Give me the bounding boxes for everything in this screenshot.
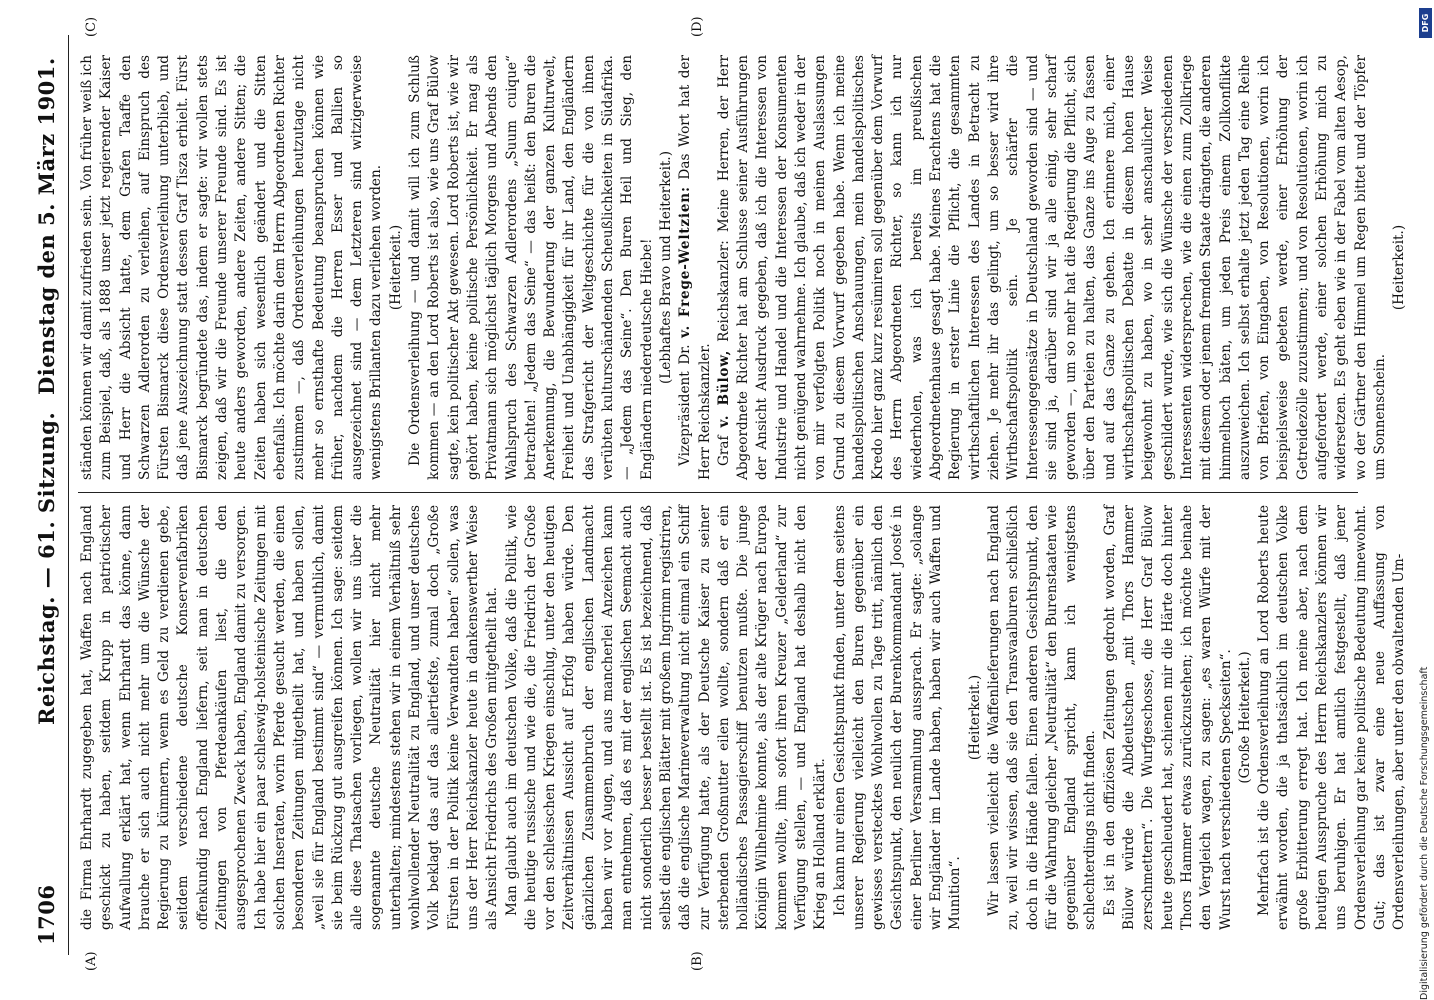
speaker-prefix: Vizepräsident Dr. — [677, 337, 694, 466]
page-number: 1706 — [34, 884, 59, 945]
interjection: (Heiterkeit.) — [1391, 224, 1408, 311]
interjection: (Große Heiterkeit.) — [1236, 651, 1253, 784]
paragraph: ständen können wir damit zufrieden sein. Von früher weiß ich zum Beispiel, daß, als 1888 unser jetzt regierender Kaiser und Herr die Absicht hatte, dem Grafen Taaffe den Schwarzen Adlerorden zu verleihen, auf Einspruch des Fürsten Bismarck diese Ordensverleihung unterblieb, und daß jene Auszeichnung statt dessen Graf Tisza erhielt. Fürst Bismarck begründete das, indem er sagte: wir wollen stets zeigen, daß wir die Freunde unserer Freunde sind. Es ist heute anders geworden, andere Zeiten, andere Sitten; die Zeiten haben sich wesentlich geändert und die Sitten ebenfalls. Ich möchte darin dem Herrn Abgeordneten Richter zustimmen —, daß Ordensverleihungen heutzutage nicht mehr so ernsthafte Bedeutung beanspruchen können wie früher, nachdem die Herren Esser und Ballien so ausgezeichnet sind — dem Letzteren sind witzigerweise wenigstens Brillanten dazu verliehen worden. — [79, 55, 385, 480]
speaker-name: v. Bülow, — [715, 349, 732, 428]
interjection: (Lebhaftes Bravo und Heiterkeit.) — [657, 150, 674, 385]
speaker-title: Reichskanzler: — [715, 240, 732, 350]
dfg-logo-text: DFG — [1421, 13, 1430, 33]
left-column — [78, 505, 1408, 930]
margin-letter-d: (D) — [690, 16, 705, 37]
digitization-note-text: Digitalisierung gefördert durch die Deutsche Forschungsgemeinschaft — [1419, 666, 1430, 1000]
margin-letter-b: (B) — [690, 951, 705, 971]
paragraph: Ich kann nur einen Gesichtspunkt finden, unter dem seitens unserer Regierung vielleicht den Buren gegenüber ein gewisses verstecktes Wohlwollen zu Tage tritt, nämlich den Gesichtspunkt, den neulich der Burenkommandant Joosté in einer Berliner Versammlung aussprach. Er sagte: „solange wir Engländer im Lande haben, haben wir auch Waffen und Munition“. — [831, 505, 964, 930]
margin-letter-a: (A) — [84, 951, 99, 971]
header-rule — [68, 35, 69, 955]
left-running-head: Reichstag. — 61. Sitzung. — [34, 411, 59, 725]
digitization-note — [1418, 10, 1432, 1000]
speaker-paragraph — [676, 55, 715, 480]
document-page — [0, 15, 1408, 975]
interjection: (Heiterkeit.) — [387, 224, 404, 311]
paragraph: Wir lassen vielleicht die Waffenlieferungen nach England zu, weil wir wissen, daß sie den Transvaalburen schließlich doch in die Hände fallen. Einen anderen Gesichtspunkt, den für die Wahrung gleicher „Neutralität“ den Burenstaaten wie gegenüber England spricht, kann ich wenigstens schlechterdings nicht finden. — [985, 505, 1099, 930]
speaker-text: Das Wort hat der Herr Reichskanzler. — [677, 54, 713, 480]
speaker-text: Meine Herren, der Herr Abgeordnete Richter hat am Schlusse seiner Ausführungen der Ansicht Ausdruck gegeben, daß ich die Interessen von Industrie und Handel und die Interessen der Konsumenten nicht genügend wahrnehme. Ich glaube, daß ich weder in der von mir verfolgten Politik noch in meinen Auslassungen Grund zu diesem Vorwurf gegeben habe. Wenn ich meine handelspolitischen Anschauungen, mein handelspolitisches Kredo hier ganz kurz resümiren soll gegenüber dem Vorwurf des Herrn Abgeordneten Richter, so kann ich nur wiederholen, was ich bereits im preußischen Abgeordnetenhause gesagt habe. Meines Erachtens hat die Regierung in erster Linie die Pflicht, die gesammten wirthschaftlichen Interessen des Landes in Betracht zu ziehen. Je mehr ihr das gelingt, um so besser wird ihre Wirthschaftspolitik sein. Je schärfer die Interessengegensätze in Deutschland geworden sind — und sie sind ja, darüber sind wir ja alle einig, sehr scharf geworden —, um so mehr hat die Regierung die Pflicht, sich über den Parteien zu halten, das Ganze ins Auge zu fassen und auf das Ganze zu gehen. Ich erinnere mich, einer wirthschaftspolitischen Debatte in diesem hohen Hause beigewohnt zu haben, wo in sehr anschaulicher Weise geschildert wurde, wie sich die Wünsche der verschiedenen Interessenten widersprechen, wie die einen zum Zollkriege mit diesem oder jenem fremden Staate drängten, die anderen himmelhoch bäten, um jeden Preis einem Zollkonflikte auszuweichen. Ich selbst erhalte jetzt jeden Tag eine Reihe von Briefen, von Eingaben, von Resolutionen, worin ich beispielsweise gebeten werde, einer Erhöhung der Getreidezölle zuzustimmen; und von Resolutionen, worin ich aufgefordert werde, einer solchen Erhöhung mich zu widersetzen. Es geht eben wie in der Fabel vom alten Aesop, wo der Gärtner den Himmel um Regen bittet und der Töpfer um Sonnenschein. — [715, 55, 1388, 480]
running-header — [30, 35, 64, 955]
speaker-prefix: Graf — [715, 427, 732, 466]
paragraph: Man glaubt auch im deutschen Volke, daß die Politik, wie die heutige russische und wie die, die Friedrich der Große vor den schlesischen Kriegen einschlug, unter den heutigen Zeitverhältnissen Aussicht auf Erfolg haben würde. Den gänzlichen Zusammenbruch der englischen Landmacht haben wir vor Augen, und aus mancherlei Anzeichen kann man entnehmen, daß es mit der englischen Seemacht auch nicht sonderlich besser bestellt ist. Es ist bezeichnend, daß selbst die englischen Blätter mit großem Ingrimm registriren, daß die englische Marineverwaltung nicht einmal ein Schiff zur Verfügung hatte, als der Deutsche Kaiser zu seiner sterbenden Großmutter eilen wollte, sondern daß er ein holländisches Passagierschiff benutzen mußte. Die junge Königin Wilhelmine konnte, als der alte Krüger nach Europa kommen wollte, ihm sofort ihren Kreuzer „Gelderland“ zur Verfügung stellen, — und England hat deshalb nicht den Krieg an Holland erklärt. — [503, 505, 829, 930]
paragraph: Die Ordensverleihung — und damit will ich zum Schluß kommen — an den Lord Roberts ist also, wie uns Graf Bülow sagte, kein politischer Akt gewesen. Lord Roberts ist, wie wir gehört haben, keine politische Persönlichkeit. Er mag als Privatmann sich möglichst täglich Morgens und Abends den Wahlspruch des Schwarzen Adlerordens „Suum cuique“ betrachten! „Jedem das Seine“ — das heißt: den Buren die Anerkennung, die Bewunderung der ganzen Kulturwelt, Freiheit und Unabhängigkeit für ihr Land, den Engländern das Strafgericht der Weltgeschichte für die von ihnen verübten kulturschändenden Scheußlichkeiten in Südafrika. — „Jedem das Seine“. Den Buren Heil und Sieg, den Engländern niederdeutsche Hiebe! — [407, 55, 655, 480]
speaker-paragraph — [715, 55, 1390, 480]
right-column — [78, 54, 1408, 480]
speaker-name: v. Frege-Weltzien: — [677, 186, 694, 338]
interjection: (Heiterkeit.) — [966, 674, 983, 761]
right-running-head: Dienstag den 5. März 1901. — [34, 57, 59, 395]
margin-letter-c: (C) — [84, 16, 99, 37]
column-divider — [78, 492, 1358, 493]
paragraph: Es ist in den offiziösen Zeitungen gedroht worden, Graf Bülow würde die Albdeutschen „mit Thors Hammer zerschmettern“. Die Wurfgeschosse, die Herr Graf Bülow heute geschleudert hat, schienen mir die Härte doch hinter Thors Hammer etwas zurückzustehen; ich möchte beinahe den Vergleich wagen, zu sagen: „es waren Würfe mit der Wurst nach verschiedenen Speckseiten“. — [1101, 505, 1234, 930]
paragraph: die Firma Ehrhardt zugegeben hat, Waffen nach England geschickt zu haben, seitdem Krupp in patriotischer Aufwallung erklärt hat, wenn Ehrhardt das könne, dann brauche er sich auch nicht mehr um die Wünsche der Regierung zu kümmern, wenn es Geld zu verdienen gebe, seitdem verschiedene deutsche Konservenfabriken offenkundig nach England liefern, seit man in deutschen Zeitungen von Pferdeankäufen liest, die den ausgesprochenen Zweck haben, England damit zu versorgen. Ich habe hier ein paar schleswig-holsteinische Zeitungen mit solchen Inseraten, worin Pferde gesucht werden, die einen besonderen Zeitungen mitgetheilt hat, und haben sollen, „weil sie für England bestimmt sind“ — vermuthlich, damit sie beim Rückzug gut ausgreifen können. Ich sage: seitdem alle diese Thatsachen vorliegen, wollen wir uns über die sogenannte deutsche Neutralität hier nicht mehr unterhalten; mindestens stehen wir in einem Verhältniß sehr wohlwollender Neutralität zu England, und unser deutsches Volk beklagt das auf das allertiefste, zumal doch „Große Fürsten in der Politik keine Verwandten haben“ sollen, was uns der Herr Reichskanzler heute in dankenswerther Weise als Ansicht Friedrichs des Großen mitgetheilt hat. — [79, 505, 501, 930]
paragraph: Mehrfach ist die Ordensverleihung an Lord Roberts heute erwähnt worden, die ja thatsächlich im deutschen Volke große Erbitterung erregt hat. Ich meine aber, nach dem heutigen Ausspruche des Herrn Reichskanzlers können wir uns beruhigen. Er hat amtlich festgestellt, daß jener Ordensverleihung gar keine politische Bedeutung innewohnt. Gut; das ist zwar eine neue Auffassung von Ordensverleihungen, aber unter den obwaltenden Um- — [1256, 505, 1408, 930]
